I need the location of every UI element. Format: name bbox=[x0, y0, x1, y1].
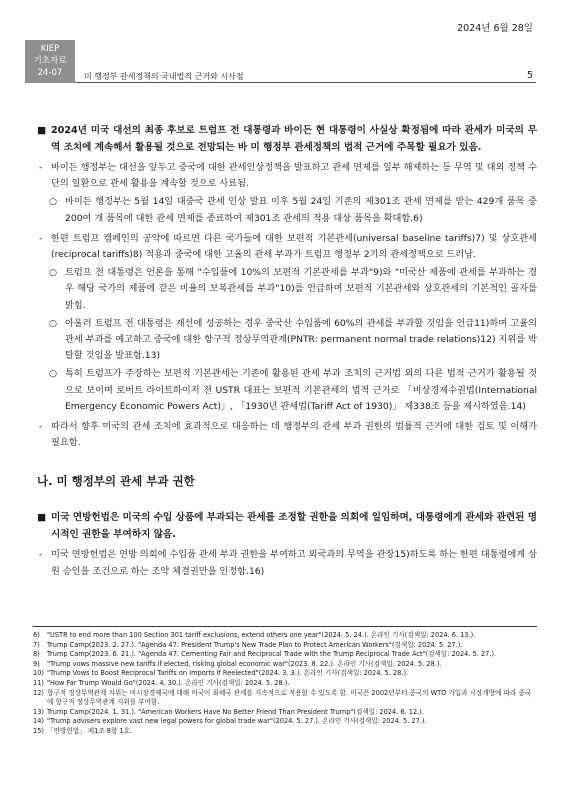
circle-marker: ○ bbox=[49, 267, 58, 279]
bullet-text: 미국 연방헌법은 연방 의회에 수입품 관세 부과 권한을 부여하고 외국과의 무역을 관장15)하도록 하는 한편 대통령에게 상원 승인을 조건으로 하는 조약 체결권만을 인정함.16) bbox=[51, 549, 537, 577]
footnotes bbox=[33, 631, 537, 737]
footnote-number: 6) bbox=[33, 631, 40, 639]
footnote-number: 8) bbox=[33, 650, 40, 659]
footnote-number: 11) bbox=[33, 678, 44, 687]
footnote-text: "Trump vows massive new tariffs if elected, risking global economic war"(2023. 8. 22.). 온라인 기사(검색일: 2024. 5. 28.). bbox=[47, 659, 442, 668]
bullet-circle bbox=[33, 366, 537, 415]
footnote bbox=[33, 669, 537, 679]
bullet-text: 한편 트럼프 캠페인의 공약에 따르면 다른 국가들에 대한 보편적 기본관세(universal baseline tariffs)7) 및 상호관세(reciprocal tariffs)8) 적용과 중국에 대한 고율의 관세 부과가 트럼프 행정부 2기의 관세정책으로 드러남. bbox=[51, 232, 537, 261]
square-marker: ■ bbox=[37, 512, 47, 524]
footnote-number: 9) bbox=[33, 659, 40, 668]
bullet-main bbox=[33, 509, 537, 543]
series-line: KIEP bbox=[40, 44, 60, 54]
page-number: 5 bbox=[526, 70, 533, 81]
footnote-number: 7) bbox=[33, 640, 40, 649]
footnote bbox=[33, 660, 537, 670]
running-title: 미 행정부 관세정책의 국내법적 근거와 시사점 bbox=[84, 72, 244, 81]
circle-marker: ○ bbox=[49, 317, 58, 329]
footnote-number: 13) bbox=[33, 707, 44, 716]
series-badge bbox=[25, 40, 75, 83]
square-marker: ■ bbox=[37, 125, 47, 136]
footnote bbox=[33, 708, 537, 718]
bullet-dash bbox=[33, 231, 537, 263]
footnote-number: 14) bbox=[33, 717, 44, 726]
footnote-text: "USTR to end more than 100 Section 301 tariff exclusions, extend others one year"(2024. 5. 24.). 온라인 기사(검색일: 2024. 6. 13.). bbox=[47, 631, 476, 639]
bullet-text: 미국 연방헌법은 미국의 수입 상품에 부과되는 관세를 조정할 권한을 의회에 일임하며, 대통령에게 관세와 관련된 명시적인 권한을 부여하지 않음. bbox=[51, 512, 537, 541]
circle-marker: ○ bbox=[49, 196, 58, 208]
series-line: 24-07 bbox=[37, 68, 63, 78]
bullet-main bbox=[33, 122, 537, 156]
footnote-text: "How Far Trump Would Go"(2024. 4. 30.). 온라인 기사(검색일: 2024. 5. 28.). bbox=[47, 678, 290, 687]
footnote bbox=[33, 679, 537, 689]
bullet-text: 따라서 향후 미국의 관세 조치에 효과적으로 대응하는 데 행정부의 관세 부과 권한의 법률적 근거에 대한 검토 및 이해가 필요함. bbox=[51, 421, 537, 449]
bullet-text: 아울러 트럼프 전 대통령은 재선에 성공하는 경우 중국산 수입품에 60%의 관세를 부과할 것임을 언급11)하며 고율의 관세 부과를 예고하고 중국에 대한 항구적 정상무역관계(PNTR: permanent normal trade relations)12) 지위를 박탈할 것임을 발표함.13) bbox=[65, 317, 537, 362]
bullet-dash bbox=[33, 547, 537, 579]
footnote-text: "Trump Vows to Boost Reciprocal Tariffs on Imports If Reelected"(2024. 3. 3.). 온라인 기사(검색일: 2024. 5. 28.). bbox=[47, 669, 409, 678]
bullet-circle bbox=[33, 316, 537, 365]
footnote-number: 12) bbox=[33, 688, 44, 697]
bullet-text: 특히 트럼프가 주장하는 보편적 기본관세는 기존에 활용된 관세 부과 조치의 근거법 외의 다른 법적 근거가 활용될 것으로 보이며 로버트 라이트하이저 전 USTR 대표는 보편적 기본관세의 법적 근거로 「비상경제수권법(International Emergency Economic Powers Act)」, 「1930년 관세법(Tariff Act of 1930)」 제338조 등을 제시하였음.14) bbox=[65, 368, 537, 412]
bullet-text: 바이든 행정부는 5월 14일 대중국 관세 인상 발표 이후 5월 24일 기존의 제301조 관세 면제를 받는 429개 품목 중 200여 개 품목에 대한 관세 면제를 종료하여 제301조 관세의 적용 대상 품목을 확대함.6) bbox=[65, 196, 537, 224]
bullet-text: 바이든 행정부는 대선을 앞두고 중국에 대한 관세인상정책을 발표하고 관세 면제를 일부 해제하는 등 무역 및 대외 정책 수단의 일환으로 관세 활용을 계속할 것으로 사료됨. bbox=[51, 162, 537, 190]
main-content bbox=[33, 122, 537, 580]
section-heading: 나. 미 행정부의 관세 부과 권한 bbox=[37, 474, 195, 489]
dash-marker: - bbox=[39, 549, 43, 561]
bullet-dash bbox=[33, 160, 537, 192]
footnote bbox=[33, 631, 537, 641]
bullet-text: 2024년 미국 대선의 최종 후보로 트럼프 전 대통령과 바이든 현 대통령이 사실상 확정됨에 따라 관세가 미국의 무역 조치에 계속해서 활용될 것으로 전망되는 바 미 행정부 관세정책의 법적 근거에 주목할 필요가 있음. bbox=[51, 125, 537, 153]
footnote bbox=[33, 641, 537, 651]
footnote bbox=[33, 717, 537, 727]
bullet-circle bbox=[33, 194, 537, 226]
bullet-circle bbox=[33, 265, 537, 314]
bullet-dash bbox=[33, 419, 537, 451]
footnote-text: Trump Camp(2024. 1. 31.). "American Workers Have No Better Friend Than President Trump"(검색일: 2024. 6. 12.). bbox=[47, 707, 424, 716]
footnote-number: 10) bbox=[33, 669, 44, 678]
footnote-text: Trump Camp(2023. 2. 27.). "Agenda 47: President Trump's New Trade Plan to Protect American Workers"(검색일: 2024. 5. 27.). bbox=[47, 640, 463, 649]
footnote-number: 15) bbox=[33, 726, 44, 735]
circle-marker: ○ bbox=[49, 368, 58, 380]
bullet-text: 트럼프 전 대통령은 언론을 통해 "수입품에 10%의 보편적 기본관세를 부과"9)와 "미국산 제품에 관세를 부과하는 경우 해당 국가의 제품에 같은 비율의 보복관세를 부과"10)를 언급하며 보편적 기본관세와 상호관세의 기본적인 골자를 밝힘. bbox=[65, 267, 537, 311]
footnote-text: 「연방헌법」 제1조 8항 1호. bbox=[47, 726, 133, 735]
footnote-text: "Trump advisers explore vast new legal powers for global trade war"(2024. 5. 27.). 온라인 기사(검색일: 2024. 5. 27.). bbox=[47, 717, 427, 726]
footnote bbox=[33, 727, 537, 737]
dash-marker: - bbox=[39, 232, 43, 244]
footnote-text: 항구적 정상무역관계 지위는 비시장경제국에 대해 미국이 최혜국 관세를 지속적으로 적용할 수 있도록 함. 미국은 2002년부터 중국의 WTO 가입과 시장개방에 따라 중국에 항구적 정상무역관계 지위를 부여함. bbox=[47, 688, 532, 707]
header-divider bbox=[75, 82, 536, 83]
footnote bbox=[33, 650, 537, 660]
series-line: 기초자료 bbox=[33, 56, 67, 66]
footnote-divider bbox=[33, 626, 537, 627]
footnote-text: Trump Camp(2023. 6. 21.). "Agenda 47: Cementing Fair and Reciprocal Trade with the Trump Reciprocal Trade Act"(검색일: 2024. 5. 27.). bbox=[47, 650, 497, 659]
dash-marker: - bbox=[39, 162, 43, 173]
report-date: 2024년 6월 28일 bbox=[457, 23, 533, 34]
dash-marker: - bbox=[39, 421, 43, 433]
footnote bbox=[33, 689, 537, 708]
